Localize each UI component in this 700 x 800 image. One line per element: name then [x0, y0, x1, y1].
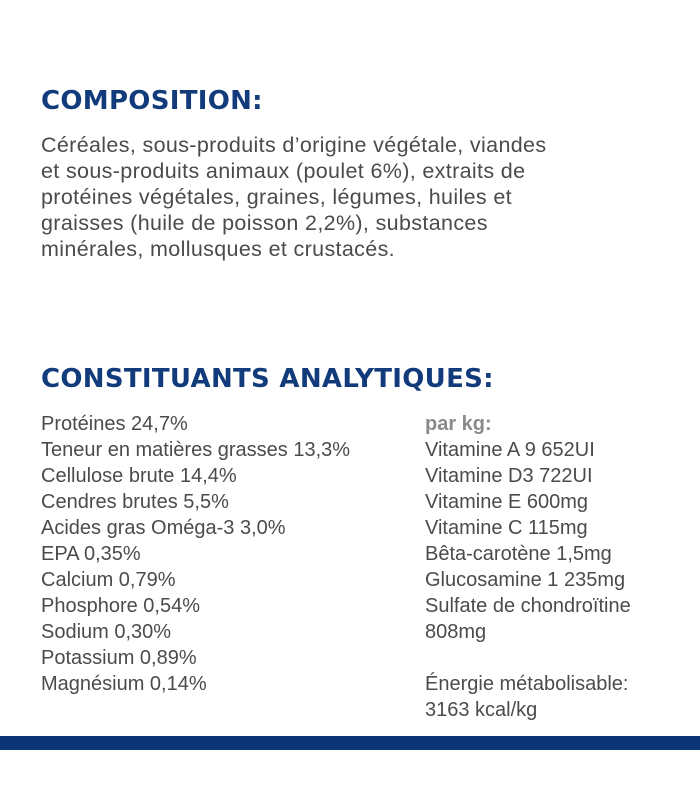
list-spacer: [425, 645, 631, 671]
additive-item: Sulfate de chondroïtine: [425, 595, 631, 617]
additive-item: Bêta-carotène 1,5mg: [425, 543, 612, 565]
additive-item: Vitamine E 600mg: [425, 491, 589, 513]
additives-per-kg-list: [425, 411, 631, 723]
constituent-item: Magnésium 0,14%: [41, 673, 207, 695]
constituent-item: Cendres brutes 5,5%: [41, 491, 229, 513]
constituent-item: Teneur en matières grasses 13,3%: [41, 439, 351, 461]
constituent-item: Protéines 24,7%: [41, 413, 188, 435]
composition-line: Céréales, sous-produits d’origine végétale, viandes: [41, 133, 547, 157]
additive-item: Vitamine C 115mg: [425, 517, 588, 539]
composition-text: [41, 132, 681, 262]
additive-item: Vitamine A 9 652UI: [425, 439, 595, 461]
constituent-item: Acides gras Oméga-3 3,0%: [41, 517, 286, 539]
energy-label: Énergie métabolisable:: [425, 673, 629, 695]
per-kg-label: par kg:: [425, 413, 492, 435]
energy-value: 3163 kcal/kg: [425, 699, 538, 721]
constituants-heading: CONSTITUANTS ANALYTIQUES:: [41, 364, 494, 394]
composition-heading: COMPOSITION:: [41, 86, 263, 116]
composition-line: protéines végétales, graines, légumes, huiles et: [41, 185, 512, 209]
constituent-item: Calcium 0,79%: [41, 569, 176, 591]
constituent-item: EPA 0,35%: [41, 543, 141, 565]
additive-item: 808mg: [425, 621, 487, 643]
composition-line: minérales, mollusques et crustacés.: [41, 237, 396, 261]
analytical-constituents-list: [41, 411, 350, 697]
constituent-item: Potassium 0,89%: [41, 647, 197, 669]
constituent-item: Sodium 0,30%: [41, 621, 172, 643]
bottom-brand-bar: [0, 736, 700, 750]
composition-line: graisses (huile de poisson 2,2%), substances: [41, 211, 488, 235]
additive-item: Glucosamine 1 235mg: [425, 569, 626, 591]
additive-item: Vitamine D3 722UI: [425, 465, 593, 487]
constituent-item: Cellulose brute 14,4%: [41, 465, 237, 487]
constituent-item: Phosphore 0,54%: [41, 595, 201, 617]
composition-line: et sous-produits animaux (poulet 6%), extraits de: [41, 159, 526, 183]
